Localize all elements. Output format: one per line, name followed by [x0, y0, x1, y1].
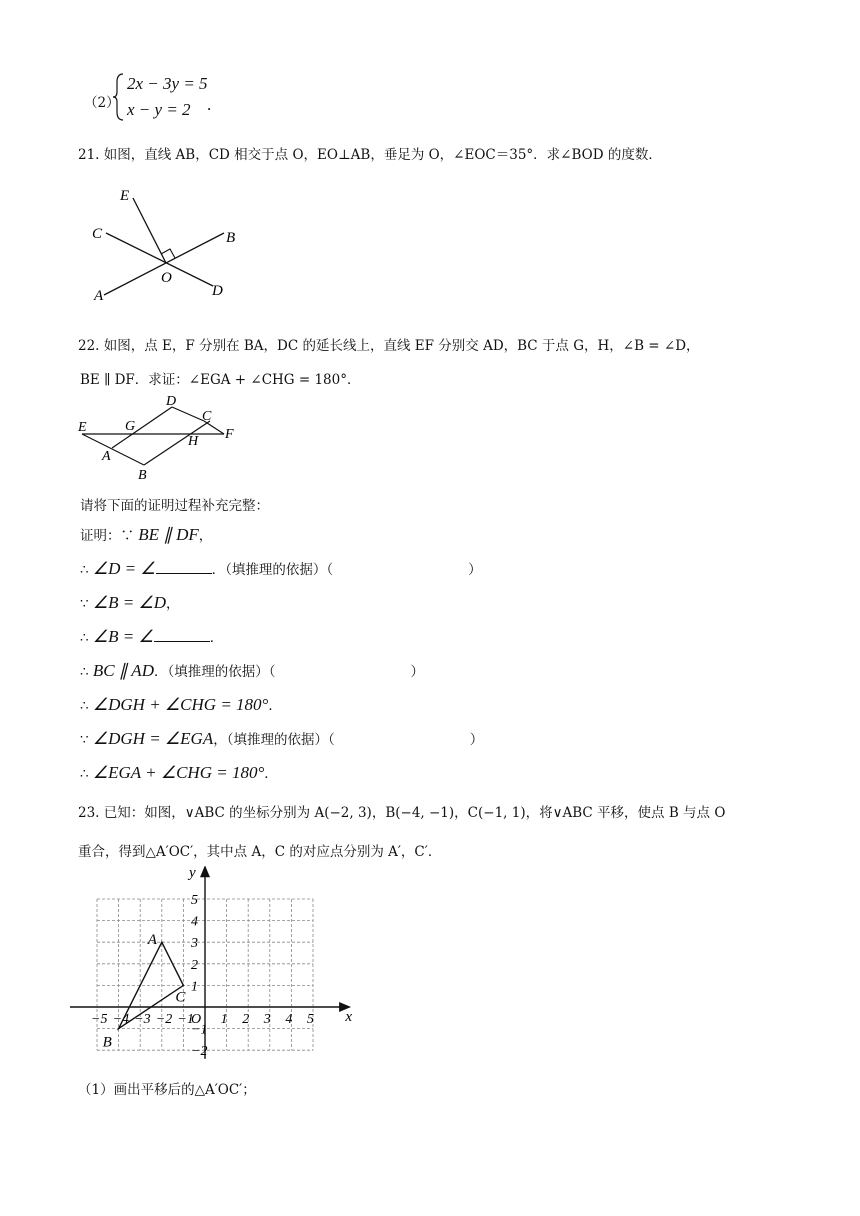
answer-blank[interactable]	[156, 559, 212, 574]
point-label-b: B	[102, 1034, 112, 1051]
q23-line2: 重合，得到△A′OC′，其中点 A，C 的对应点分别为 A′，C′．	[78, 844, 442, 860]
label-f: F	[225, 427, 234, 442]
point-label-a: A	[147, 932, 157, 949]
label-d: D	[212, 283, 223, 299]
label-c: C	[202, 409, 212, 424]
x-tick-label: −5	[91, 1012, 108, 1027]
x-tick-label: −2	[155, 1012, 173, 1027]
label-h: H	[188, 434, 199, 449]
y-tick-label: −1	[191, 1022, 208, 1038]
q22-instruction: 请将下面的证明过程补充完整：	[80, 498, 269, 514]
label-c: C	[92, 226, 103, 242]
x-tick-label: −3	[134, 1012, 151, 1027]
proof-line: ∴ ∠B = ∠ ．	[80, 627, 224, 646]
proof-line: ∴ ∠D = ∠ ．（填推理的依据）（ ）	[80, 559, 482, 578]
coordinate-grid	[70, 866, 360, 1066]
x-tick-label: 2	[242, 1012, 250, 1027]
y-tick-label: 5	[191, 893, 198, 908]
label-a: A	[94, 288, 104, 304]
x-tick-label: −1	[177, 1012, 194, 1027]
q23-line1: 23. 已知：如图，∨ABC 的坐标分别为 A(−2, 3)，B(−4, −1)，C(−1, 1)，将∨ABC 平移，使点 B 与点 O	[78, 805, 726, 821]
q21-text: 21. 如图，直线 AB，CD 相交于点 O，EO⊥AB，垂足为 O，∠EOC＝35°．求∠BOD 的度数．	[78, 147, 662, 163]
y-tick-label: −2	[191, 1044, 208, 1060]
line-eo	[133, 198, 166, 263]
q20-eq1: 2x − 3y = 5	[127, 74, 208, 93]
y-tick-label: 3	[191, 936, 198, 952]
y-axis-label: y	[189, 866, 196, 881]
x-tick-label: 3	[263, 1012, 271, 1027]
q23-part1: （1）画出平移后的△A′OC′；	[78, 1082, 256, 1098]
y-tick-label: 1	[191, 979, 198, 995]
label-g: G	[125, 419, 136, 434]
proof-line: ∴ BC ∥ AD．（填推理的依据）（ ）	[80, 661, 424, 680]
point-label-c: C	[175, 989, 186, 1006]
equation-brace	[113, 72, 125, 122]
y-tick-label: 4	[191, 914, 198, 930]
x-tick-label: O	[191, 1012, 202, 1027]
label-e: E	[78, 420, 87, 435]
label-b: B	[138, 468, 147, 483]
q22-figure	[74, 392, 244, 484]
x-tick-label: −4	[112, 1012, 130, 1027]
proof-line: ∵ ∠B = ∠D，	[80, 593, 180, 612]
label-a: A	[102, 449, 111, 464]
proof-line: ∴ ∠DGH + ∠CHG = 180°．	[80, 695, 282, 714]
label-e: E	[120, 188, 130, 204]
q21-figure	[88, 180, 248, 305]
label-b: B	[226, 230, 236, 246]
q22-line1: 22. 如图，点 E，F 分别在 BA，DC 的延长线上，直线 EF 分别交 AD，BC 于点 G，H，∠B = ∠D，	[78, 338, 700, 354]
label-d: D	[166, 394, 177, 409]
x-tick-label: 1	[220, 1012, 228, 1027]
proof-line: ∴ ∠EGA + ∠CHG = 180°．	[80, 763, 278, 782]
label-o: O	[161, 270, 172, 286]
q20-eq2: x − y = 2	[127, 100, 191, 119]
proof-line: ∵ ∠DGH = ∠EGA，（填推理的依据）（ ）	[80, 729, 484, 748]
x-tick-label: 4	[285, 1012, 293, 1027]
q20-part2-label: （2）	[84, 95, 120, 111]
proof-line: 证明：∵ BE ∥ DF，	[80, 525, 213, 544]
y-axis-arrow	[200, 866, 210, 877]
x-axis-label: x	[345, 1009, 353, 1025]
q20-end: .	[207, 95, 212, 114]
y-tick-label: 2	[191, 957, 198, 973]
q22-line2: BE ∥ DF．求证：∠EGA + ∠CHG = 180°．	[80, 372, 361, 388]
line-cd	[106, 233, 213, 286]
answer-blank[interactable]	[154, 627, 210, 642]
x-tick-label: 5	[307, 1012, 314, 1027]
